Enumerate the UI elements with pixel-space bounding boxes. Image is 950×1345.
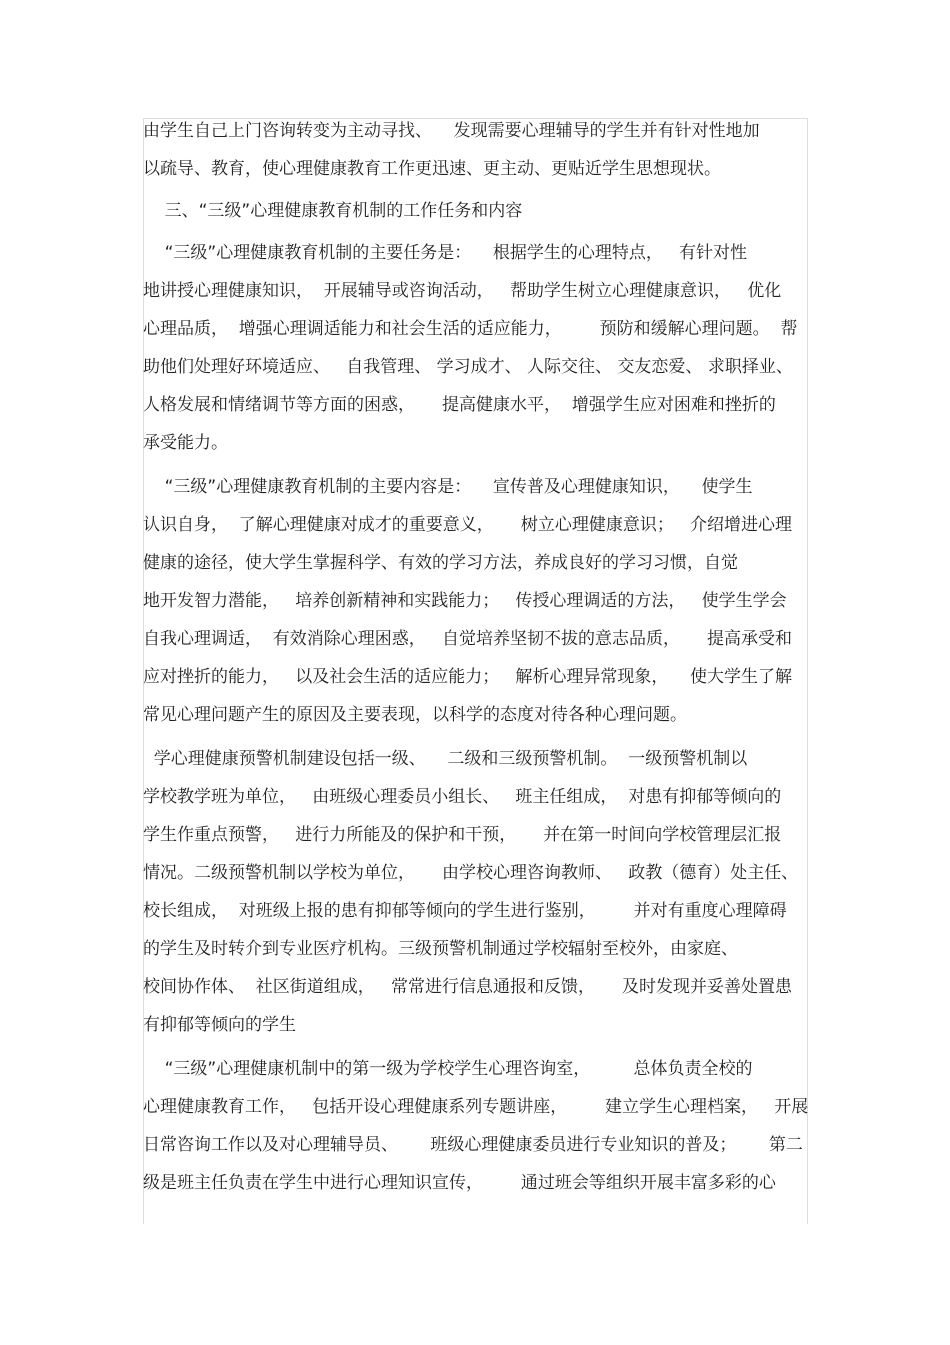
text-line: 学心理健康预警机制建设包括一级、 二级和三级预警机制。 一级预警机制以 <box>143 749 748 769</box>
text-line: “三级”心理健康机制中的第一级为学校学生心理咨询室， 总体负责全校的 <box>143 1059 753 1079</box>
paragraph-warning-mechanism <box>143 740 809 1044</box>
text-line: 日常咨询工作以及对心理辅导员、 班级心理健康委员进行专业知识的普及； 第二 <box>143 1135 803 1155</box>
text-line: 认识自身， 了解心理健康对成才的重要意义， 树立心理健康意识； 介绍增进心理 <box>143 515 793 535</box>
section-heading <box>143 192 809 230</box>
text-line: 学生作重点预警， 进行力所能及的保护和干预， 并在第一时间向学校管理层汇报 <box>143 825 782 845</box>
paragraph-tasks <box>143 234 809 462</box>
text-line: 情况。二级预警机制以学校为单位， 由学校心理咨询教师、 政教（德育）处主任、 <box>143 863 799 883</box>
text-line: 地讲授心理健康知识， 开展辅导或咨询活动， 帮助学生树立心理健康意识， 优化 <box>143 281 782 301</box>
text-line: 常见心理问题产生的原因及主要表现，以科学的态度对待各种心理问题。 <box>143 705 687 725</box>
text-line: 的学生及时转介到专业医疗机构。三级预警机制通过学校辐射至校外，由家庭、 <box>143 939 738 959</box>
text-line: “三级”心理健康教育机制的主要任务是： 根据学生的心理特点， 有针对性 <box>143 243 748 263</box>
paragraph-1 <box>143 112 809 188</box>
text-line: 自我心理调适， 有效消除心理困惑， 自觉培养坚韧不拔的意志品质， 提高承受和 <box>143 629 793 649</box>
paragraph-content <box>143 468 809 734</box>
text-line: 以疏导、教育，使心理健康教育工作更迅速、更主动、更贴近学生思想现状。 <box>143 159 721 179</box>
text-line: 校长组成， 对班级上报的患有抑郁等倾向的学生进行鉴别， 并对有重度心理障碍 <box>143 901 787 921</box>
document-body <box>143 112 809 1202</box>
text-line: 心理健康教育工作， 包括开设心理健康系列专题讲座， 建立学生心理档案， 开展 <box>143 1097 809 1117</box>
text-line: 承受能力。 <box>143 433 228 453</box>
text-line: 级是班主任负责在学生中进行心理知识宣传， 通过班会等组织开展丰富多彩的心 <box>143 1173 776 1193</box>
text-line: 校间协作体、 社区街道组成， 常常进行信息通报和反馈， 及时发现并妥善处置患 <box>143 977 793 997</box>
text-line: 心理品质， 增强心理调适能力和社会生活的适应能力， 预防和缓解心理问题。 帮 <box>143 319 798 339</box>
text-line: 有抑郁等倾向的学生 <box>143 1015 296 1035</box>
text-line: 地开发智力潜能， 培养创新精神和实践能力； 传授心理调适的方法， 使学生学会 <box>143 591 787 611</box>
text-line: 应对挫折的能力， 以及社会生活的适应能力； 解析心理异常现象， 使大学生了解 <box>143 667 793 687</box>
text-line: 由学生自己上门咨询转变为主动寻找、 发现需要心理辅导的学生并有针对性地加 <box>143 121 760 141</box>
text-line: 学校教学班为单位， 由班级心理委员小组长、 班主任组成， 对患有抑郁等倾向的 <box>143 787 782 807</box>
heading-text: 三、“三级”心理健康教育机制的工作任务和内容 <box>143 201 523 221</box>
paragraph-first-level <box>143 1050 809 1202</box>
text-line: “三级”心理健康教育机制的主要内容是： 宣传普及心理健康知识， 使学生 <box>143 477 753 497</box>
text-line: 健康的途径，使大学生掌握科学、有效的学习方法，养成良好的学习习惯，自觉 <box>143 553 738 573</box>
text-line: 助他们处理好环境适应、 自我管理、 学习成才、 人际交往、 交友恋爱、 求职择业、 <box>143 357 793 377</box>
text-line: 人格发展和情绪调节等方面的困惑， 提高健康水平， 增强学生应对困难和挫折的 <box>143 395 776 415</box>
